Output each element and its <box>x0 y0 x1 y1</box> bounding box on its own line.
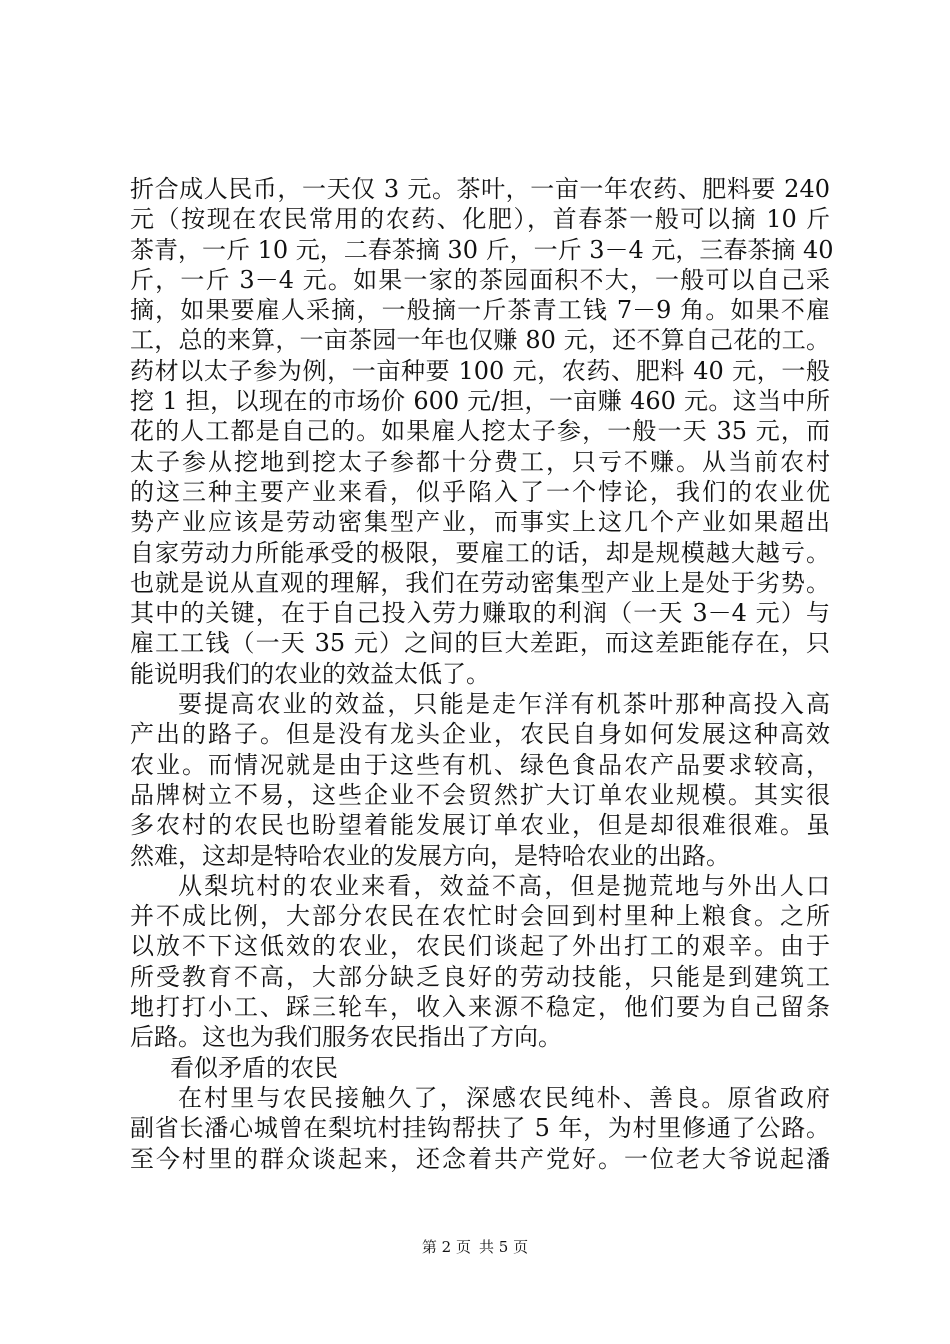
section-heading: 看似矛盾的农民 <box>170 1053 338 1082</box>
text-line: 花的人工都是自己的。如果雇人挖太子参，一般一天 35 元，而 <box>130 417 830 446</box>
text-line: 所受教育不高，大部分缺乏良好的劳动技能，只能是到建筑工 <box>130 962 830 991</box>
text-line: 元（按现在农民常用的农药、化肥），首春茶一般可以摘 10 斤 <box>130 205 830 234</box>
text-line: 茶青，一斤 10 元，二春茶摘 30 斤，一斤 3－4 元，三春茶摘 40 <box>130 235 834 264</box>
text-line: 药材以太子参为例，一亩种要 100 元，农药、肥料 40 元，一般 <box>130 356 830 385</box>
page-number: 第 2 页 <box>421 1238 471 1256</box>
text-line: 太子参从挖地到挖太子参都十分费工，只亏不赚。从当前农村 <box>130 447 830 476</box>
text-line: 以放不下这低效的农业，农民们谈起了外出打工的艰辛。由于 <box>130 932 830 961</box>
text-line: 斤，一斤 3－4 元。如果一家的茶园面积不大，一般可以自己采 <box>130 265 830 294</box>
text-line: 势产业应该是劳动密集型产业，而事实上这几个产业如果超出 <box>130 508 830 537</box>
text-line: 并不成比例，大部分农民在农忙时会回到村里种上粮食。之所 <box>130 902 830 931</box>
page-total: 共 5 页 <box>479 1238 529 1256</box>
text-line: 其中的关键，在于自己投入劳力赚取的利润（一天 3－4 元）与 <box>130 599 830 628</box>
text-line: 摘，如果要雇人采摘，一般摘一斤茶青工钱 7－9 角。如果不雇 <box>130 296 830 325</box>
text-line: 后路。这也为我们服务农民指出了方向。 <box>130 1023 562 1052</box>
text-line: 地打打小工、踩三轮车，收入来源不稳定，他们要为自己留条 <box>130 993 830 1022</box>
text-line: 折合成人民币，一天仅 3 元。茶叶，一亩一年农药、肥料要 240 <box>130 175 830 203</box>
text-line: 农业。而情况就是由于这些有机、绿色食品农产品要求较高， <box>130 750 830 779</box>
body-text <box>130 174 834 1174</box>
text-line: 副省长潘心城曾在梨坑村挂钩帮扶了 5 年，为村里修通了公路。 <box>130 1114 830 1143</box>
paragraph-first-line: 从梨坑村的农业来看，效益不高，但是抛荒地与外出人口 <box>178 871 830 900</box>
text-line: 的这三种主要产业来看，似乎陷入了一个悖论，我们的农业优 <box>130 477 830 506</box>
page-footer <box>0 1236 950 1257</box>
text-line: 品牌树立不易，这些企业不会贸然扩大订单农业规模。其实很 <box>130 780 830 809</box>
text-line: 然难，这却是特哈农业的发展方向，是特哈农业的出路。 <box>130 841 730 870</box>
text-line: 多农村的农民也盼望着能发展订单农业，但是却很难很难。虽 <box>130 811 830 840</box>
text-line: 至今村里的群众谈起来，还念着共产党好。一位老大爷说起潘 <box>130 1144 830 1173</box>
text-line: 自家劳动力所能承受的极限，要雇工的话，却是规模越大越亏。 <box>130 538 830 567</box>
text-line: 雇工工钱（一天 35 元）之间的巨大差距，而这差距能存在，只 <box>130 629 830 658</box>
paragraph-first-line: 要提高农业的效益，只能是走乍洋有机茶叶那种高投入高 <box>178 690 830 719</box>
text-line: 工，总的来算，一亩茶园一年也仅赚 80 元，还不算自己花的工。 <box>130 326 830 355</box>
paragraph-first-line: 在村里与农民接触久了，深感农民纯朴、善良。原省政府 <box>178 1083 830 1112</box>
text-line: 挖 1 担，以现在的市场价 600 元/担，一亩赚 460 元。这当中所 <box>130 387 830 416</box>
text-line: 也就是说从直观的理解，我们在劳动密集型产业上是处于劣势。 <box>130 568 830 597</box>
text-line: 产出的路子。但是没有龙头企业，农民自身如何发展这种高效 <box>130 720 830 749</box>
text-line: 能说明我们的农业的效益太低了。 <box>130 659 490 688</box>
